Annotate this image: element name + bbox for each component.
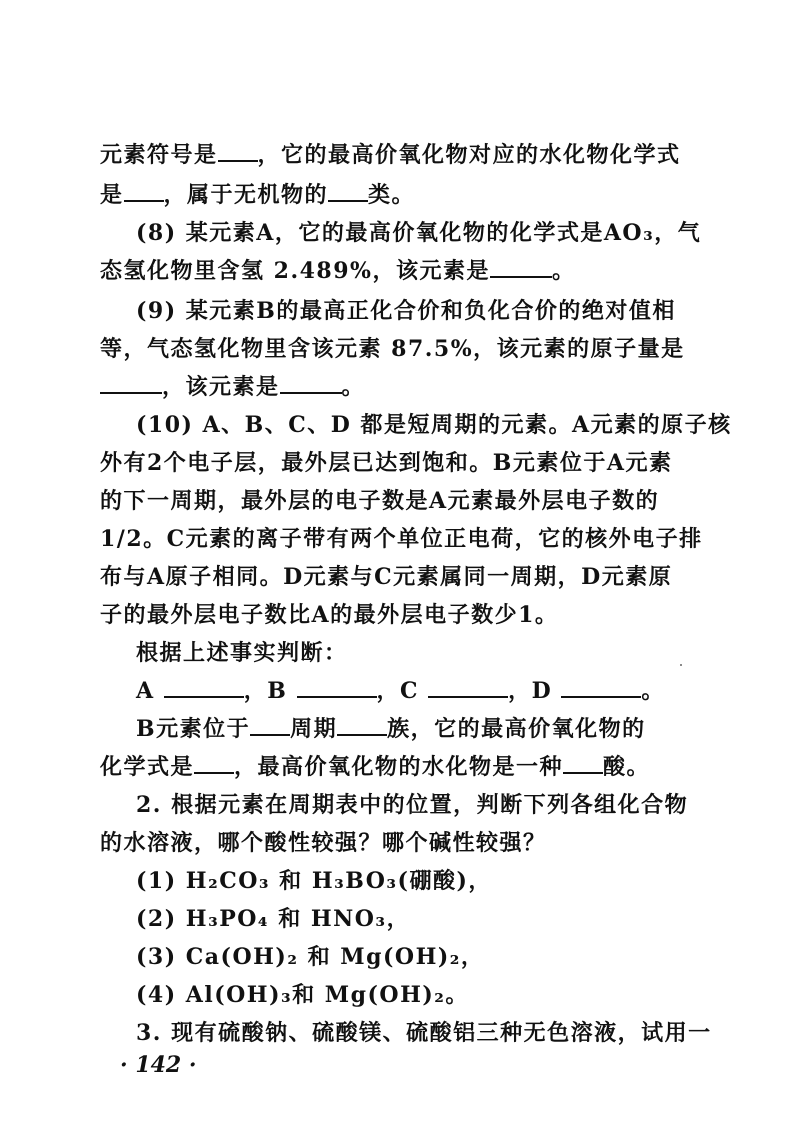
question-2-item-4: (4) Al(OH)₃和 Mg(OH)₂。 (136, 982, 469, 1008)
question-2-item-1: (1) H₂CO₃ 和 H₃BO₃(硼酸)， (136, 868, 492, 894)
text-line-symbol (100, 140, 681, 170)
question-9-line-3 (100, 372, 670, 402)
question-3-line-1: 3. 现有硫酸钠、硫酸镁、硫酸铝三种无色溶液，试用一 (136, 1020, 712, 1046)
b-position-line-2 (100, 752, 670, 782)
text: ，它的最高价氧化物对应的水化物化学式 (257, 142, 681, 168)
question-8-line-2 (100, 256, 670, 286)
question-10-line-4: 1/2。C元素的离子带有两个单位正电荷，它的核外电子排 (100, 526, 703, 552)
text: 族，它的最高价氧化物的 (387, 716, 646, 742)
text: 化学式是 (100, 754, 195, 780)
question-10-line-3: 的下一周期，最外层的电子数是A元素最外层电子数的 (100, 488, 660, 514)
text: ，该元素是 (162, 374, 280, 400)
answer-blank (563, 752, 603, 774)
question-10-line-2: 外有2个电子层，最外层已达到饱和。B元素位于A元素 (100, 450, 673, 476)
answer-blank (218, 140, 258, 162)
question-10-line-5: 布与A原子相同。D元素与C元素属同一周期，D元素原 (100, 564, 673, 590)
text: ，属于无机物的 (163, 182, 329, 208)
question-2-line-2: 的水溶液，哪个酸性较强？哪个碱性较强？ (100, 830, 547, 856)
text-line-hydrate (100, 180, 670, 210)
text: 是 (100, 182, 124, 208)
label-d: ，D (508, 678, 562, 704)
text: ，最高价氧化物的水化物是一种 (234, 754, 564, 780)
answer-blank (100, 372, 162, 394)
abcd-answers (136, 676, 670, 706)
page-number: · 142 · (120, 1052, 197, 1078)
answer-blank (194, 752, 234, 774)
question-2-item-3: (3) Ca(OH)₂ 和 Mg(OH)₂， (136, 944, 485, 970)
question-2-line-1: 2. 根据元素在周期表中的位置，判断下列各组化合物 (136, 792, 689, 818)
text: 。 (551, 258, 576, 284)
answer-blank (490, 256, 552, 278)
text: 周期 (290, 716, 338, 742)
answer-blank (337, 714, 387, 736)
answer-blank (250, 714, 290, 736)
label-c: ，C (376, 678, 429, 704)
label-a: A (136, 678, 164, 704)
answer-blank-c (428, 676, 508, 698)
scan-speck (680, 664, 682, 666)
answer-blank-b (297, 676, 377, 698)
question-10-line-1: (10) A、B、C、D 都是短周期的元素。A元素的原子核 (136, 412, 732, 438)
answer-blank (124, 180, 164, 202)
answer-blank-a (164, 676, 244, 698)
answer-blank-d (561, 676, 641, 698)
answer-blank (328, 180, 368, 202)
question-9-line-1: (9) 某元素B的最高正化合价和负化合价的绝对值相 (136, 298, 676, 324)
text: 态氢化物里含氢 2.489%，该元素是 (100, 258, 490, 284)
question-9-line-2: 等，气态氢化物里含该元素 87.5%，该元素的原子量是 (100, 336, 685, 362)
judge-prompt: 根据上述事实判断： (136, 640, 348, 666)
text: B元素位于 (136, 716, 251, 742)
answer-blank (280, 372, 342, 394)
b-position-line-1 (136, 714, 670, 744)
text: 酸。 (603, 754, 651, 780)
label-b: ，B (243, 678, 297, 704)
text: 元素符号是 (100, 142, 218, 168)
question-8-line-1: (8) 某元素A，它的最高价氧化物的化学式是AO₃，气 (136, 220, 702, 246)
text: 类。 (368, 182, 416, 208)
question-2-item-2: (2) H₃PO₄ 和 HNO₃， (136, 906, 411, 932)
text: 。 (341, 374, 366, 400)
question-10-line-6: 子的最外层电子数比A的最外层电子数少1。 (100, 602, 559, 628)
text: 。 (641, 678, 665, 704)
